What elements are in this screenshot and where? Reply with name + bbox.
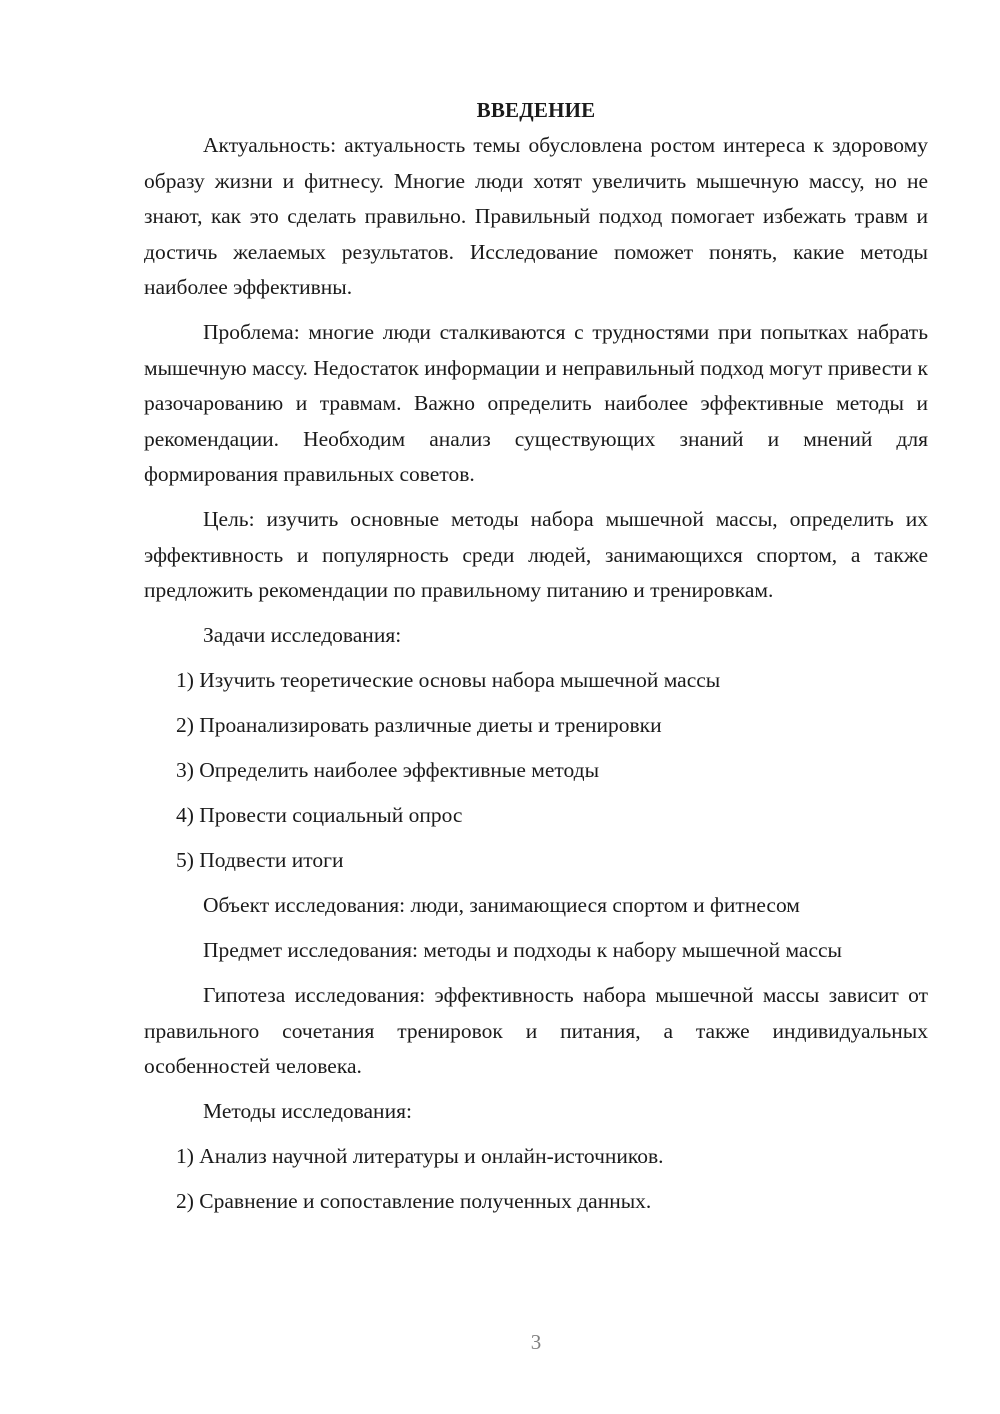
- task-item-3: 3) Определить наиболее эффективные методы: [176, 758, 600, 782]
- relevance-paragraph: Актуальность: актуальность темы обусловлена ростом интереса к здоровому образу жизни и фитнесу. Многие люди хотят увеличить мышечную массу, но не знают, как это сделать правильно. Правильный подход помогает избежать травм и достичь желаемых результатов. Исследование поможет понять, какие методы наиболее эффективны.: [144, 133, 928, 299]
- tasks-label: Задачи исследования:: [203, 623, 402, 647]
- goal-paragraph: Цель: изучить основные методы набора мышечной массы, определить их эффективность и популярность среди людей, занимающихся спортом, а также предложить рекомендации по правильному питанию и тренировкам.: [144, 507, 928, 602]
- task-item-5: 5) Подвести итоги: [176, 848, 344, 872]
- subject-paragraph: Предмет исследования: методы и подходы к набору мышечной массы: [203, 938, 842, 962]
- object-paragraph: Объект исследования: люди, занимающиеся спортом и фитнесом: [203, 893, 800, 917]
- method-item-2: 2) Сравнение и сопоставление полученных данных.: [176, 1189, 652, 1213]
- method-item-1: 1) Анализ научной литературы и онлайн-источников.: [176, 1144, 664, 1168]
- task-item-2: 2) Проанализировать различные диеты и тренировки: [176, 713, 662, 737]
- document-page: [144, 92, 928, 1229]
- task-item-4: 4) Провести социальный опрос: [176, 803, 463, 827]
- section-heading: ВВЕДЕНИЕ: [476, 98, 596, 122]
- hypothesis-paragraph: Гипотеза исследования: эффективность набора мышечной массы зависит от правильного сочетания тренировок и питания, а также индивидуальных особенностей человека.: [144, 983, 928, 1078]
- task-item-1: 1) Изучить теоретические основы набора мышечной массы: [176, 668, 721, 692]
- problem-paragraph: Проблема: многие люди сталкиваются с трудностями при попытках набрать мышечную массу. Недостаток информации и неправильный подход могут привести к разочарованию и травмам. Важно определить наиболее эффективные методы и рекомендации. Необходим анализ существующих знаний и мнений для формирования правильных советов.: [144, 320, 928, 486]
- page-number: 3: [530, 1330, 542, 1354]
- methods-label: Методы исследования:: [203, 1099, 412, 1123]
